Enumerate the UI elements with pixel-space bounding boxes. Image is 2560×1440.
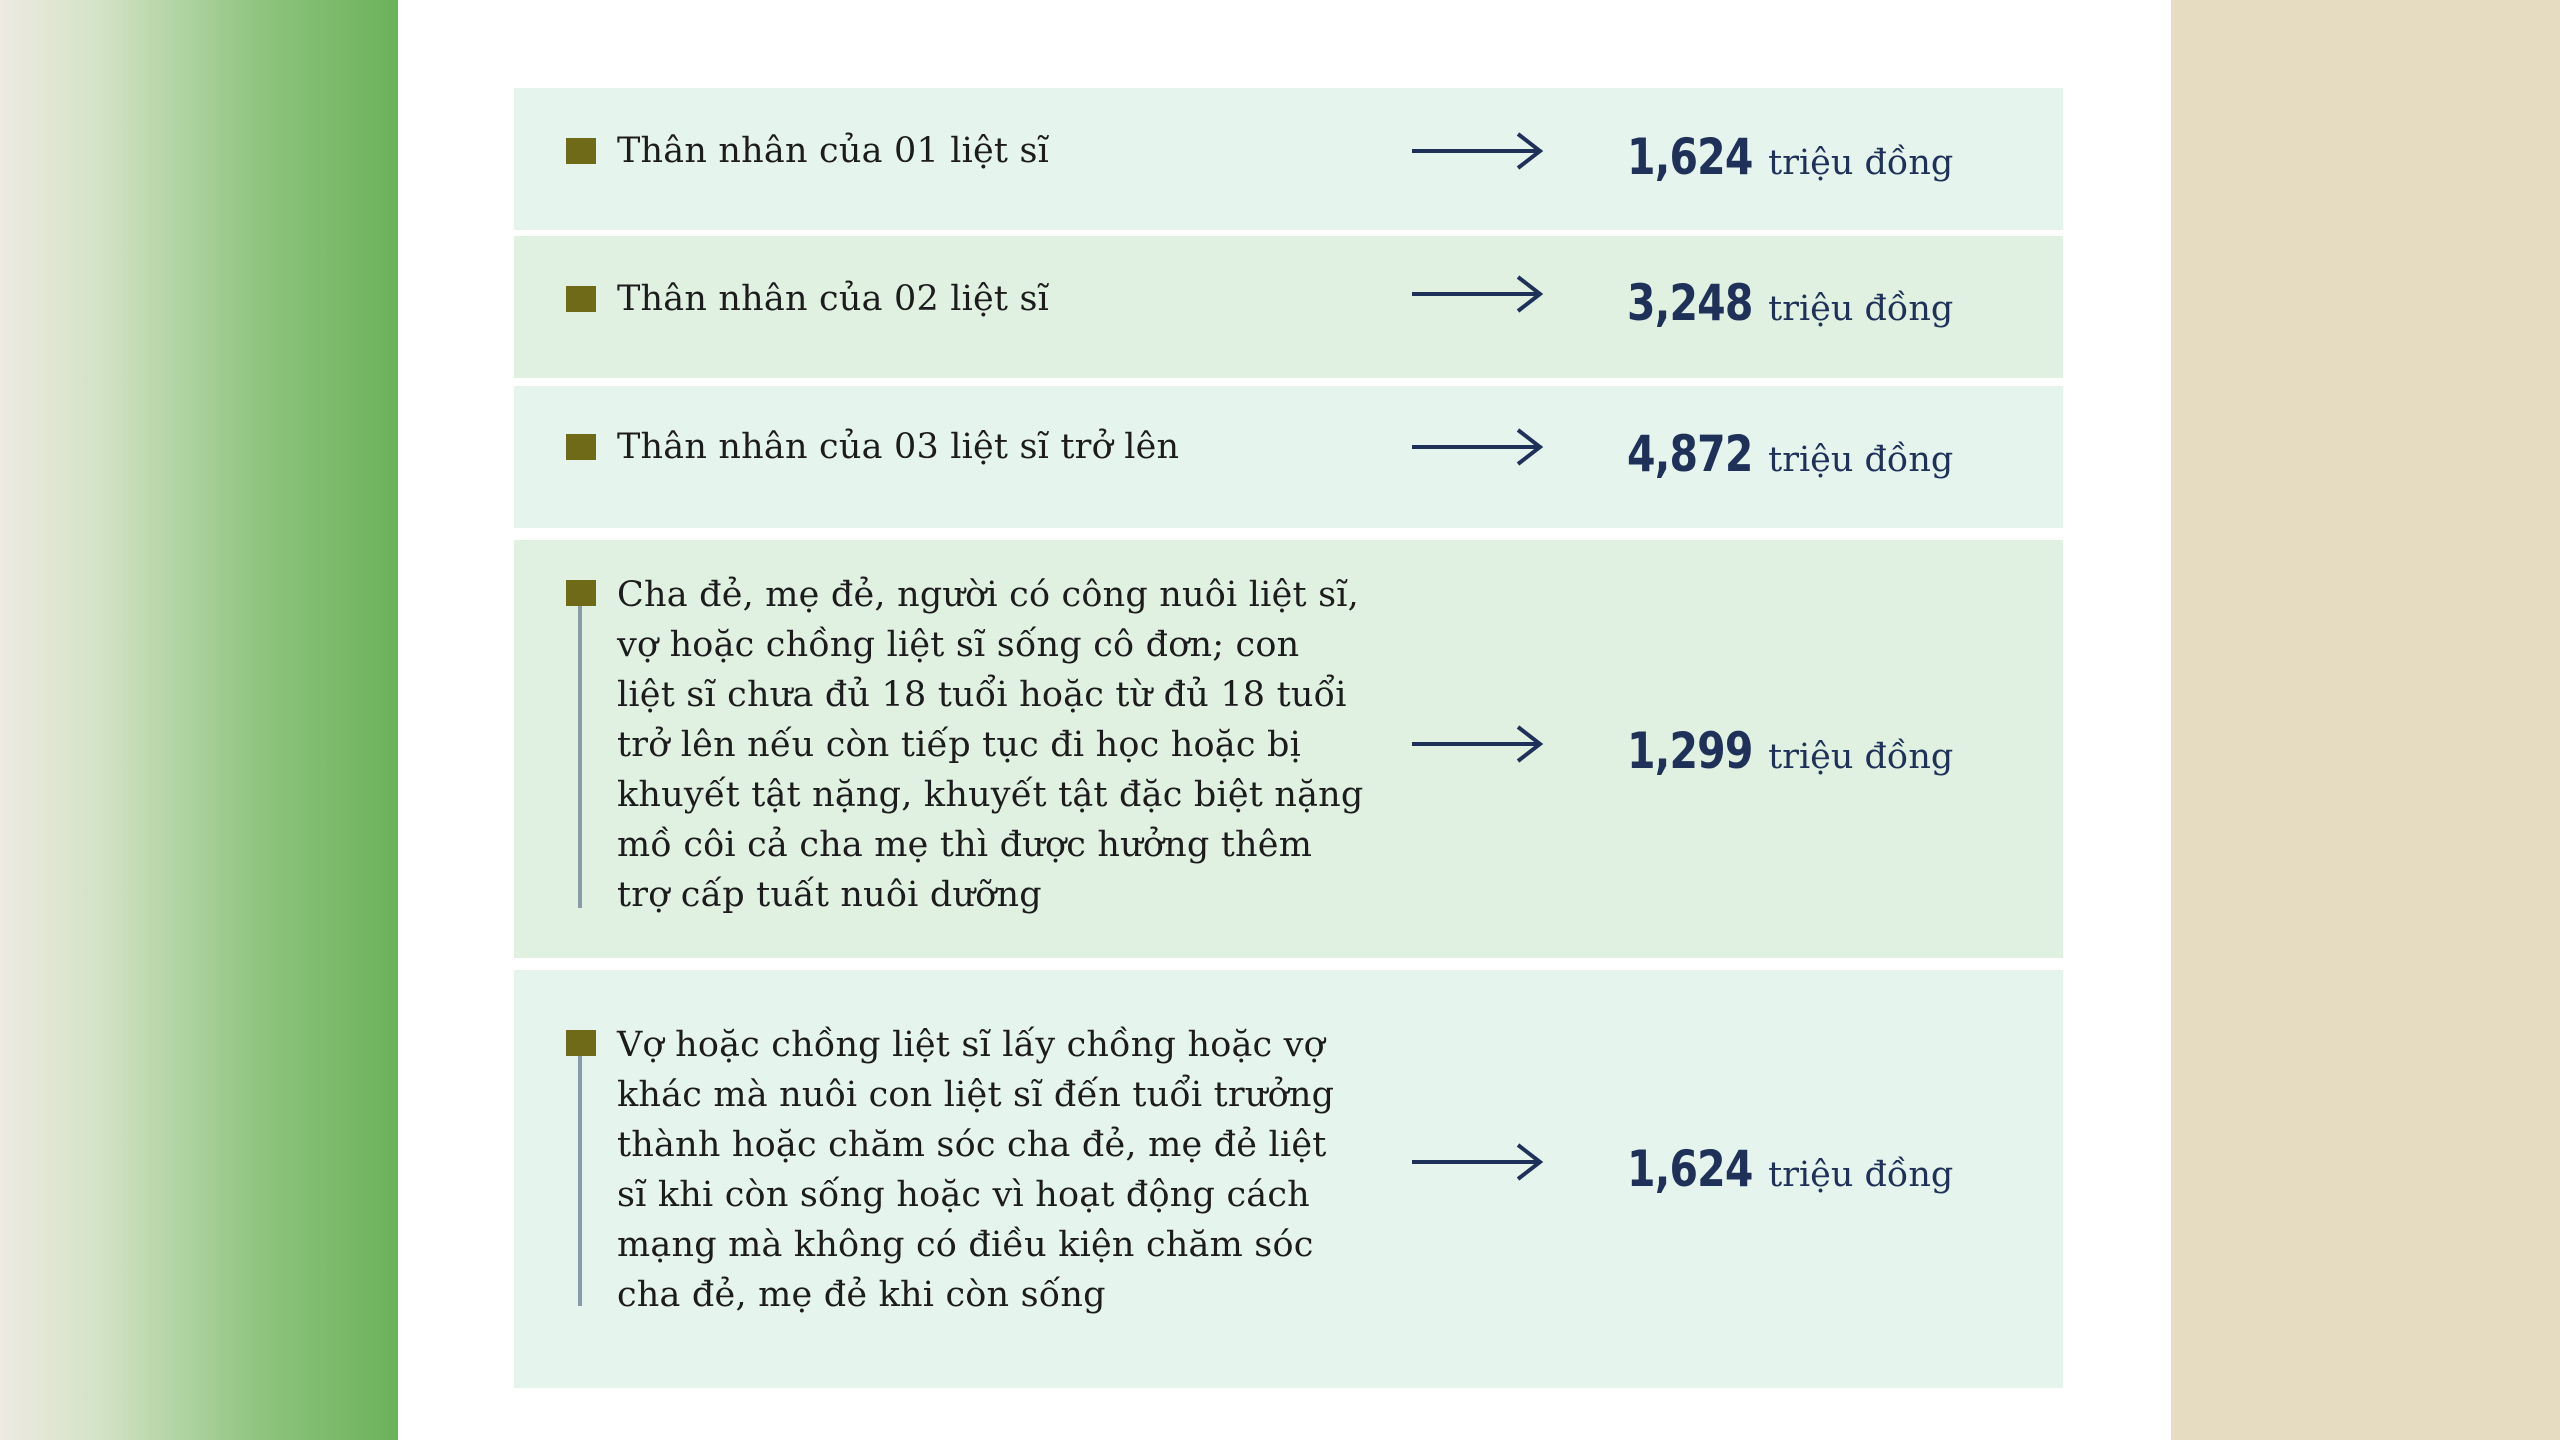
amount-value: 1,624 — [1627, 1140, 1753, 1198]
amount-value: 1,299 — [1627, 722, 1753, 780]
item-label-line: Vợ hoặc chồng liệt sĩ lấy chồng hoặc vợ — [617, 1025, 1325, 1065]
right-decorative-band — [2171, 0, 2560, 1440]
amount-unit: triệu đồng — [1768, 143, 1954, 183]
square-bullet-icon — [566, 1030, 596, 1056]
item-label-line: mồ côi cả cha mẹ thì được hưởng thêm — [617, 825, 1313, 865]
arrow-right-icon — [1410, 131, 1545, 171]
item-label-line: thành hoặc chăm sóc cha đẻ, mẹ đẻ liệt — [617, 1125, 1327, 1165]
arrow-right-icon — [1410, 274, 1545, 314]
item-label — [617, 570, 1363, 920]
amount-unit: triệu đồng — [1768, 1155, 1954, 1195]
item-label: Thân nhân của 01 liệt sĩ — [617, 131, 1050, 171]
amount — [1627, 1140, 1953, 1198]
amount-value: 1,624 — [1627, 128, 1753, 186]
list-item — [514, 970, 2063, 1388]
item-label-line: sĩ khi còn sống hoặc vì hoạt động cách — [617, 1175, 1310, 1215]
item-label-line: trở lên nếu còn tiếp tục đi học hoặc bị — [617, 725, 1301, 765]
square-bullet-icon — [566, 286, 596, 312]
amount — [1627, 274, 1953, 332]
amount — [1627, 128, 1953, 186]
item-label-line: liệt sĩ chưa đủ 18 tuổi hoặc từ đủ 18 tuổi — [617, 675, 1347, 715]
item-label-line: trợ cấp tuất nuôi dưỡng — [617, 875, 1042, 915]
amount-unit: triệu đồng — [1768, 737, 1954, 777]
square-bullet-icon — [566, 434, 596, 460]
item-label-line: cha đẻ, mẹ đẻ khi còn sống — [617, 1275, 1106, 1315]
list-item — [514, 236, 2063, 378]
amount — [1627, 722, 1953, 780]
list-item — [514, 386, 2063, 528]
amount — [1627, 425, 1953, 483]
item-label-line: khác mà nuôi con liệt sĩ đến tuổi trưởng — [617, 1075, 1335, 1115]
item-label: Thân nhân của 02 liệt sĩ — [617, 279, 1050, 319]
amount-unit: triệu đồng — [1768, 289, 1954, 329]
item-label-line: vợ hoặc chồng liệt sĩ sống cô đơn; con — [617, 625, 1300, 665]
square-bullet-icon — [566, 580, 596, 606]
item-label-line: khuyết tật nặng, khuyết tật đặc biệt nặng — [617, 775, 1364, 815]
amount-value: 3,248 — [1627, 274, 1753, 332]
arrow-right-icon — [1410, 1142, 1545, 1182]
bullet-rule — [578, 606, 582, 908]
left-decorative-band — [0, 0, 398, 1440]
amount-value: 4,872 — [1627, 425, 1753, 483]
item-label-line: mạng mà không có điều kiện chăm sóc — [617, 1225, 1314, 1265]
amount-unit: triệu đồng — [1768, 440, 1954, 480]
list-item — [514, 540, 2063, 958]
bullet-rule — [578, 1056, 582, 1306]
list-item — [514, 88, 2063, 230]
square-bullet-icon — [566, 138, 596, 164]
arrow-right-icon — [1410, 427, 1545, 467]
item-label-line: Cha đẻ, mẹ đẻ, người có công nuôi liệt sĩ, — [617, 575, 1359, 615]
item-label — [617, 1020, 1334, 1320]
arrow-right-icon — [1410, 724, 1545, 764]
item-label: Thân nhân của 03 liệt sĩ trở lên — [617, 427, 1180, 467]
